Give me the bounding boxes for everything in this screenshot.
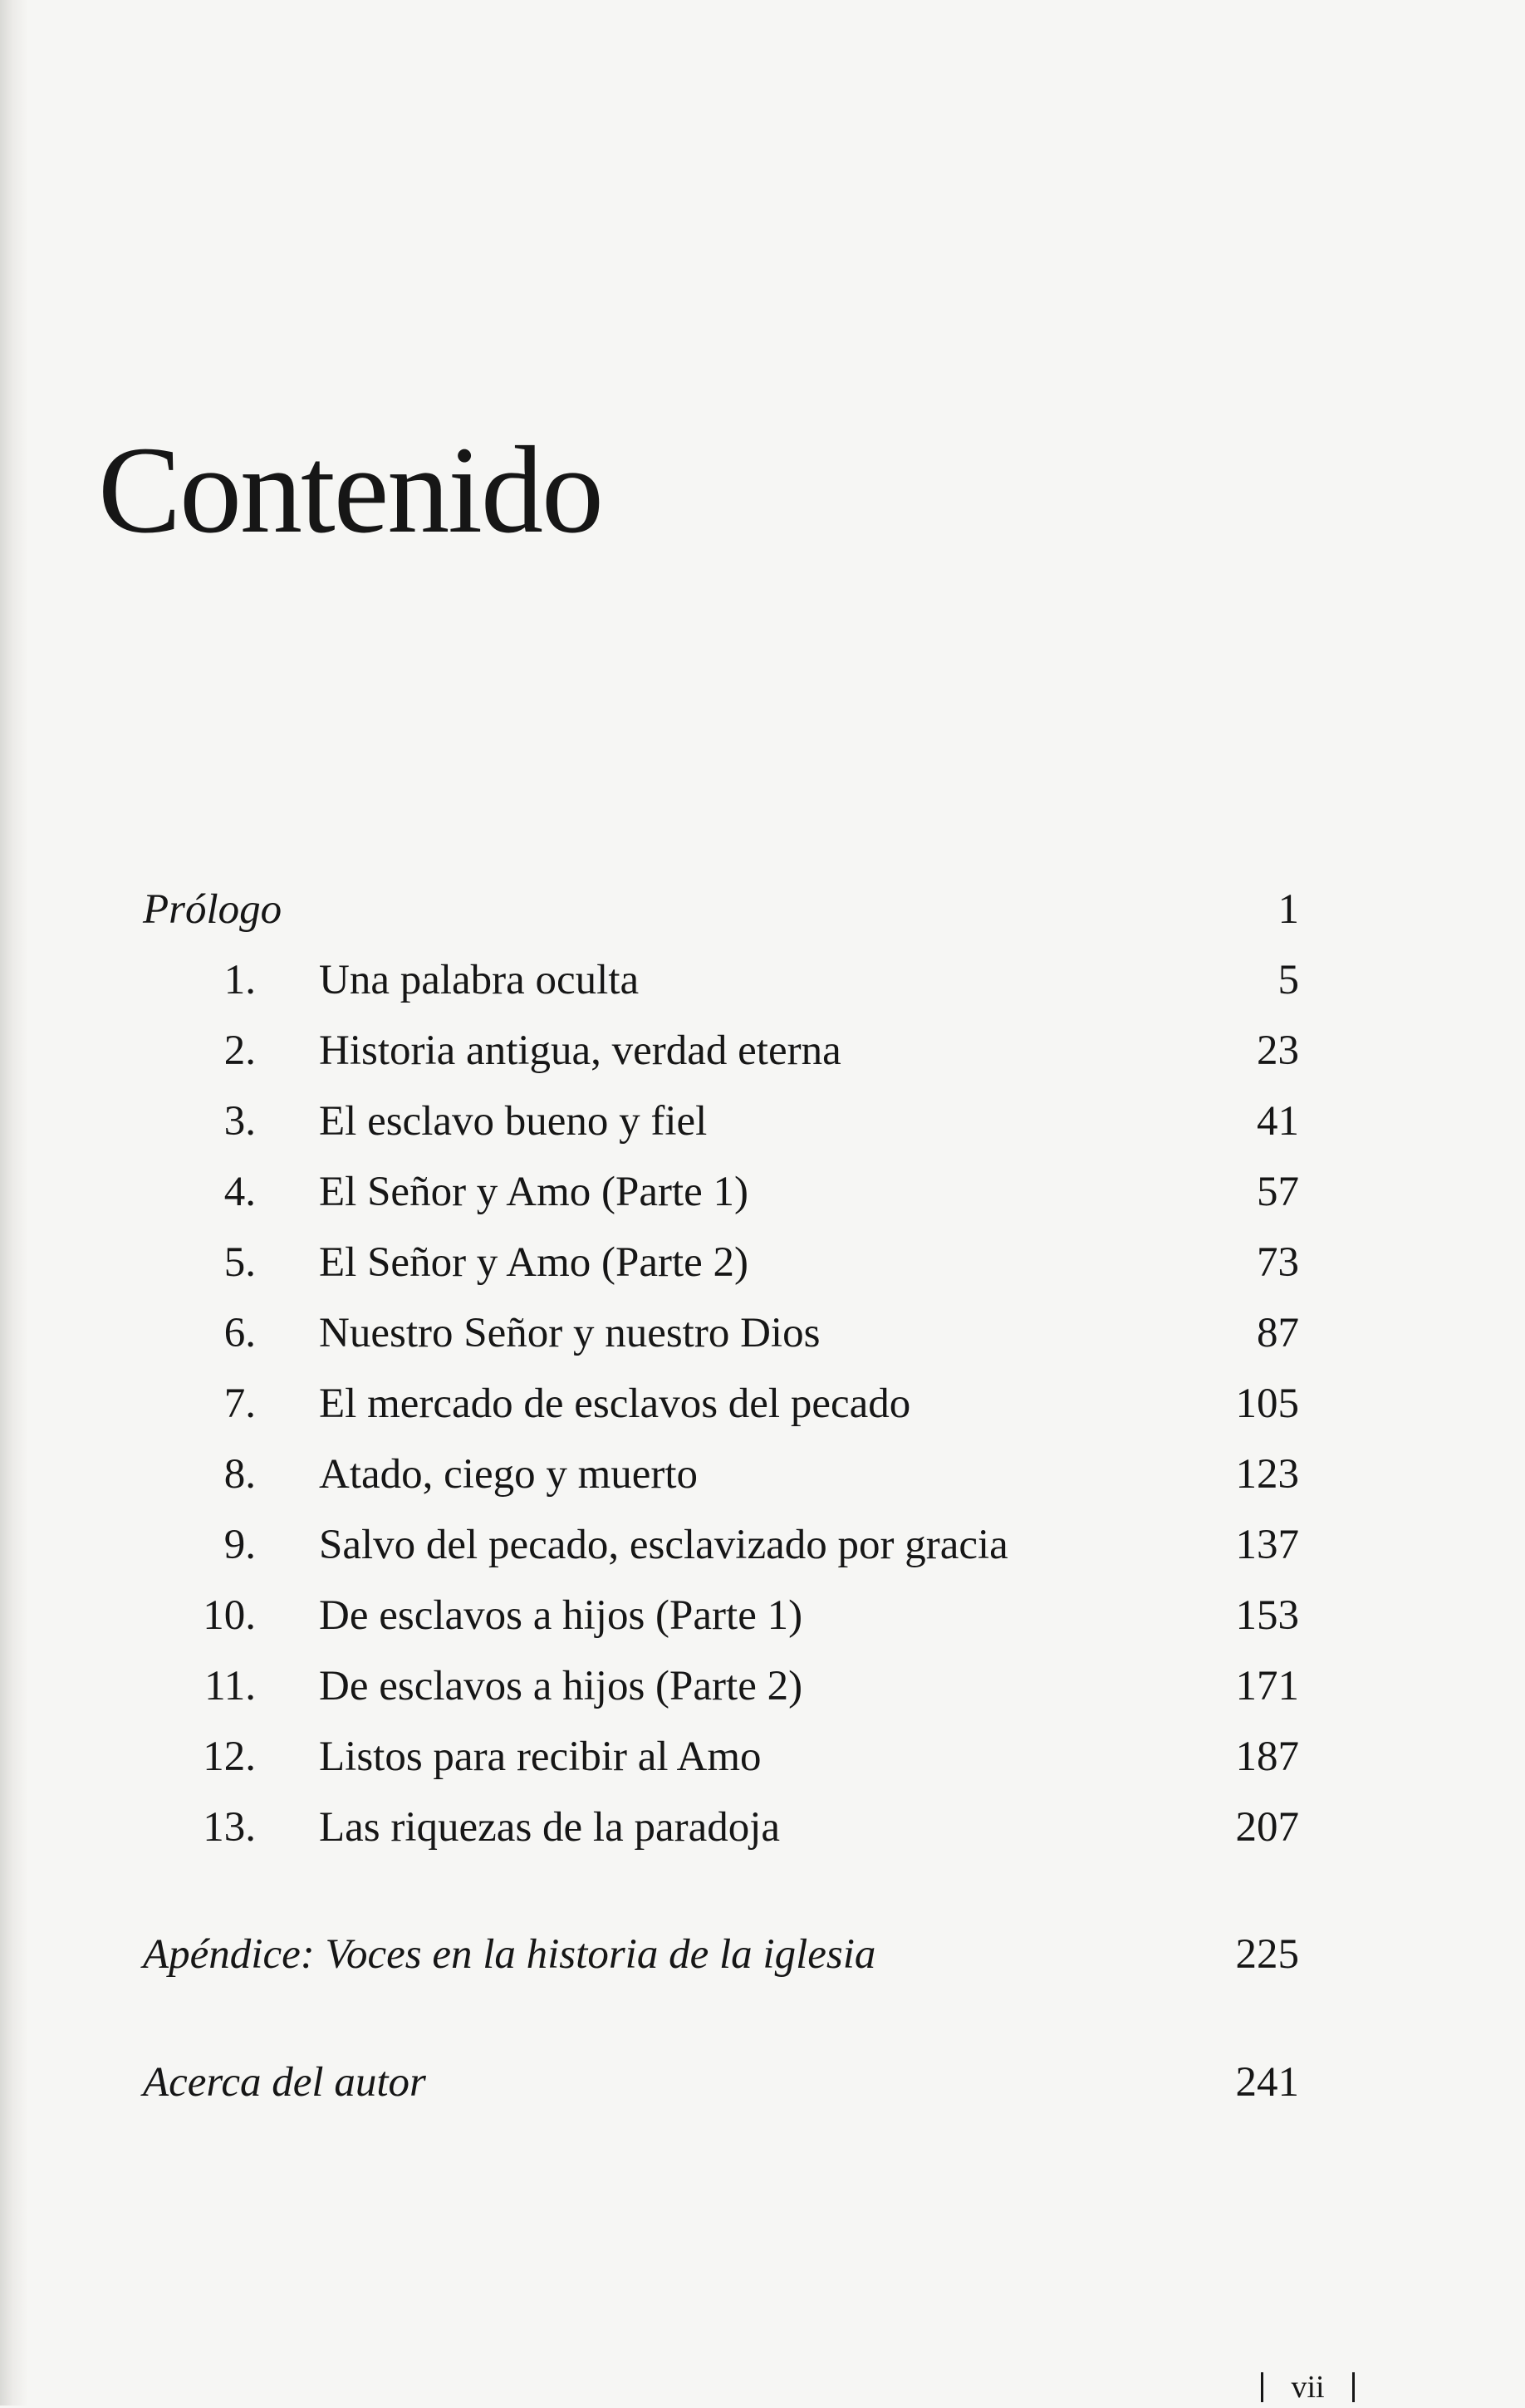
chapter-title: Historia antigua, verdad eterna [319,1027,841,1074]
chapter-number: 6. [223,1310,256,1356]
chapter-number: 9. [223,1522,256,1568]
chapter-number: 11. [204,1663,256,1709]
chapter-title: El esclavo bueno y fiel [319,1098,708,1145]
chapter-page: 23 [1257,1027,1299,1074]
chapter-page: 137 [1235,1522,1299,1568]
chapter-title: Nuestro Señor y nuestro Dios [319,1310,821,1356]
chapter-number: 12. [203,1734,256,1780]
toc-prologue-page: 1 [1277,886,1299,933]
chapter-number: 3. [223,1098,256,1145]
chapter-number: 2. [223,1027,256,1074]
chapter-title: El Señor y Amo (Parte 2) [319,1239,748,1286]
chapter-page: 153 [1235,1592,1299,1639]
chapter-page: 123 [1235,1451,1299,1498]
toc-appendix-label: Apéndice: Voces en la historia de la iglesia [143,1931,876,1978]
toc-prologue-label: Prólogo [143,886,282,933]
chapter-title: El mercado de esclavos del pecado [319,1381,911,1427]
page-title: Contenido [98,421,602,559]
chapter-title: Una palabra oculta [319,957,640,1003]
chapter-number: 7. [223,1381,256,1427]
chapter-number: 13. [203,1804,256,1851]
chapter-page: 73 [1257,1239,1299,1286]
chapter-title: Salvo del pecado, esclavizado por gracia [319,1522,1008,1568]
chapter-page: 5 [1277,957,1299,1003]
folio-number: vii [1291,2370,1325,2406]
page-folio [1261,2364,1355,2406]
chapter-title: El Señor y Amo (Parte 1) [319,1169,748,1215]
chapter-title: De esclavos a hijos (Parte 1) [319,1592,803,1639]
chapter-number: 8. [223,1451,256,1498]
toc-about-author-page: 241 [1235,2059,1299,2106]
chapter-page: 171 [1235,1663,1299,1709]
chapter-title: De esclavos a hijos (Parte 2) [319,1663,803,1709]
chapter-number: 4. [223,1169,256,1215]
chapter-page: 105 [1235,1381,1299,1427]
chapter-title: Las riquezas de la paradoja [319,1804,781,1851]
toc-about-author-label: Acerca del autor [143,2059,426,2106]
chapter-page: 87 [1257,1310,1299,1356]
chapter-page: 41 [1257,1098,1299,1145]
folio-left-rule [1261,2372,1263,2402]
toc-appendix-page: 225 [1235,1931,1299,1978]
chapter-number: 1. [223,957,256,1003]
chapter-number: 10. [203,1592,256,1639]
page-edge-shadow [0,0,28,2406]
chapter-page: 57 [1257,1169,1299,1215]
chapter-title: Listos para recibir al Amo [319,1734,762,1780]
chapter-page: 187 [1235,1734,1299,1780]
chapter-page: 207 [1235,1804,1299,1851]
folio-right-rule [1352,2372,1355,2402]
chapter-title: Atado, ciego y muerto [319,1451,699,1498]
chapter-number: 5. [223,1239,256,1286]
